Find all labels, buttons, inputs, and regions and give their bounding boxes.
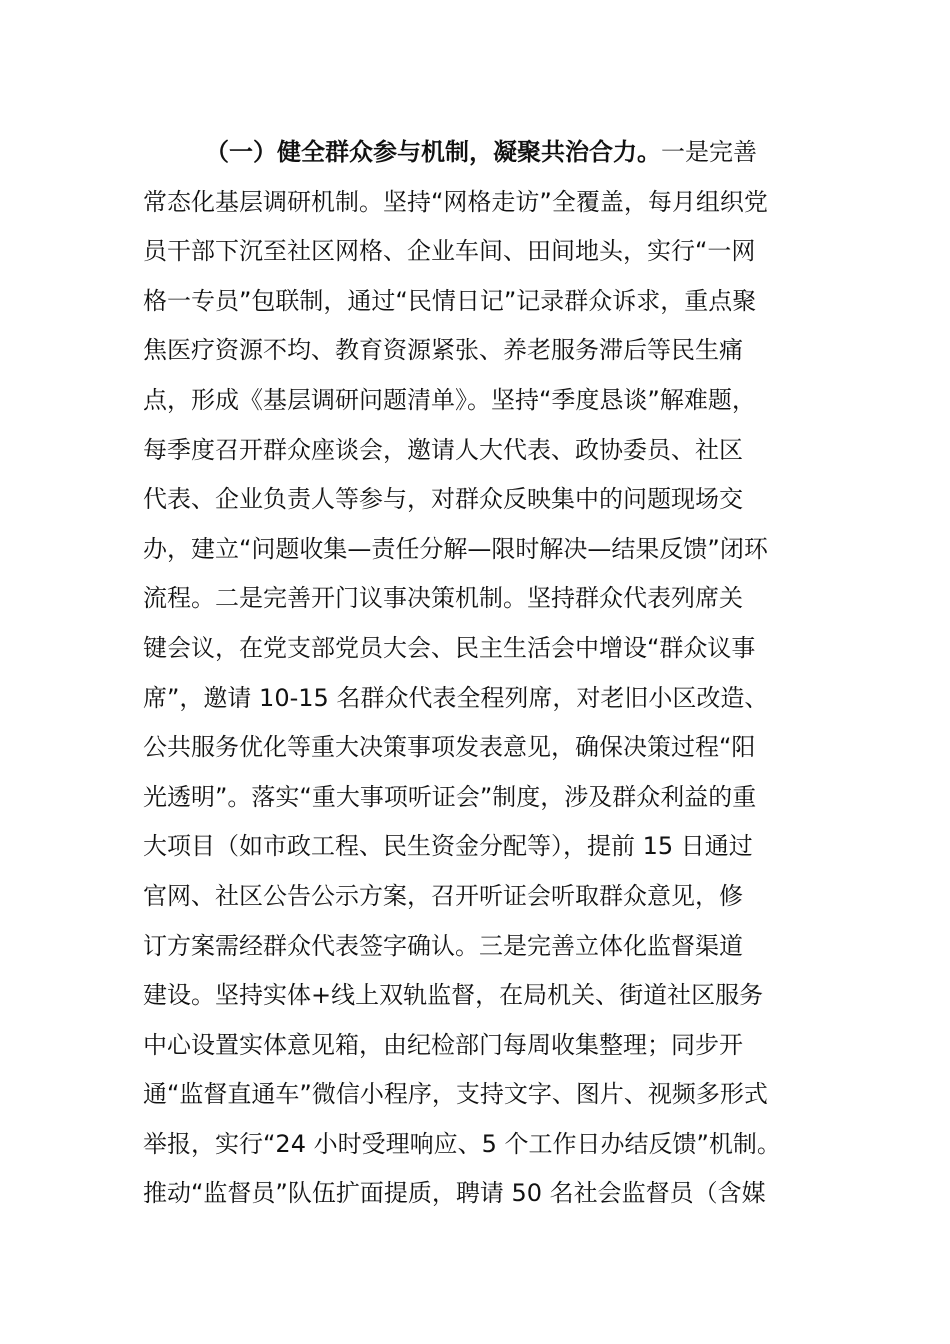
paragraph-text: 一是完善 <box>661 138 757 166</box>
paragraph-line-4: 格一专员”包联制，通过“民情日记”记录群众诉求，重点聚 <box>143 286 757 315</box>
paragraph-line-22: 推动“监督员”队伍扩面提质，聘请 50 名社会监督员（含媒 <box>143 1179 766 1208</box>
paragraph-line-1 <box>143 128 815 178</box>
paragraph-line-11: 键会议，在党支部党员大会、民主生活会中增设“群众议事 <box>143 633 756 662</box>
paragraph-line-18: 建设。坚持实体+线上双轨监督，在局机关、街道社区服务 <box>143 981 764 1010</box>
paragraph-line-6: 点，形成《基层调研问题清单》。坚持“季度恳谈”解难题， <box>143 385 756 414</box>
paragraph-line-13: 公共服务优化等重大决策事项发表意见，确保决策过程“阳 <box>143 733 756 762</box>
section-heading: （一）健全群众参与机制，凝聚共治合力。 <box>205 138 661 166</box>
paragraph-line-12: 席”，邀请 10-15 名群众代表全程列席，对老旧小区改造、 <box>143 683 769 712</box>
paragraph-line-20: 通“监督直通车”微信小程序，支持文字、图片、视频多形式 <box>143 1080 768 1109</box>
paragraph-line-17: 订方案需经群众代表签字确认。三是完善立体化监督渠道 <box>143 931 743 960</box>
paragraph-line-16: 官网、社区公告公示方案，召开听证会听取群众意见，修 <box>143 881 743 910</box>
paragraph-line-8: 代表、企业负责人等参与，对群众反映集中的问题现场交 <box>143 485 743 514</box>
paragraph-line-19: 中心设置实体意见箱，由纪检部门每周收集整理；同步开 <box>143 1030 743 1059</box>
paragraph-line-14: 光透明”。落实“重大事项听证会”制度，涉及群众利益的重 <box>143 782 757 811</box>
paragraph-line-9: 办，建立“问题收集—责任分解—限时解决—结果反馈”闭环 <box>143 534 768 563</box>
paragraph-line-3: 员干部下沉至社区网格、企业车间、田间地头，实行“一网 <box>143 237 756 266</box>
paragraph-line-5: 焦医疗资源不均、教育资源紧张、养老服务滞后等民生痛 <box>143 336 743 365</box>
paragraph-line-2: 常态化基层调研机制。坚持“网格走访”全覆盖，每月组织党 <box>143 187 768 216</box>
paragraph-line-7: 每季度召开群众座谈会，邀请人大代表、政协委员、社区 <box>143 435 743 464</box>
paragraph-line-15: 大项目（如市政工程、民生资金分配等），提前 15 日通过 <box>143 832 753 861</box>
paragraph-line-21: 举报，实行“24 小时受理响应、5 个工作日办结反馈”机制。 <box>143 1129 781 1158</box>
paragraph-line-10: 流程。二是完善开门议事决策机制。坚持群众代表列席关 <box>143 584 743 613</box>
body-paragraph <box>143 128 815 1219</box>
